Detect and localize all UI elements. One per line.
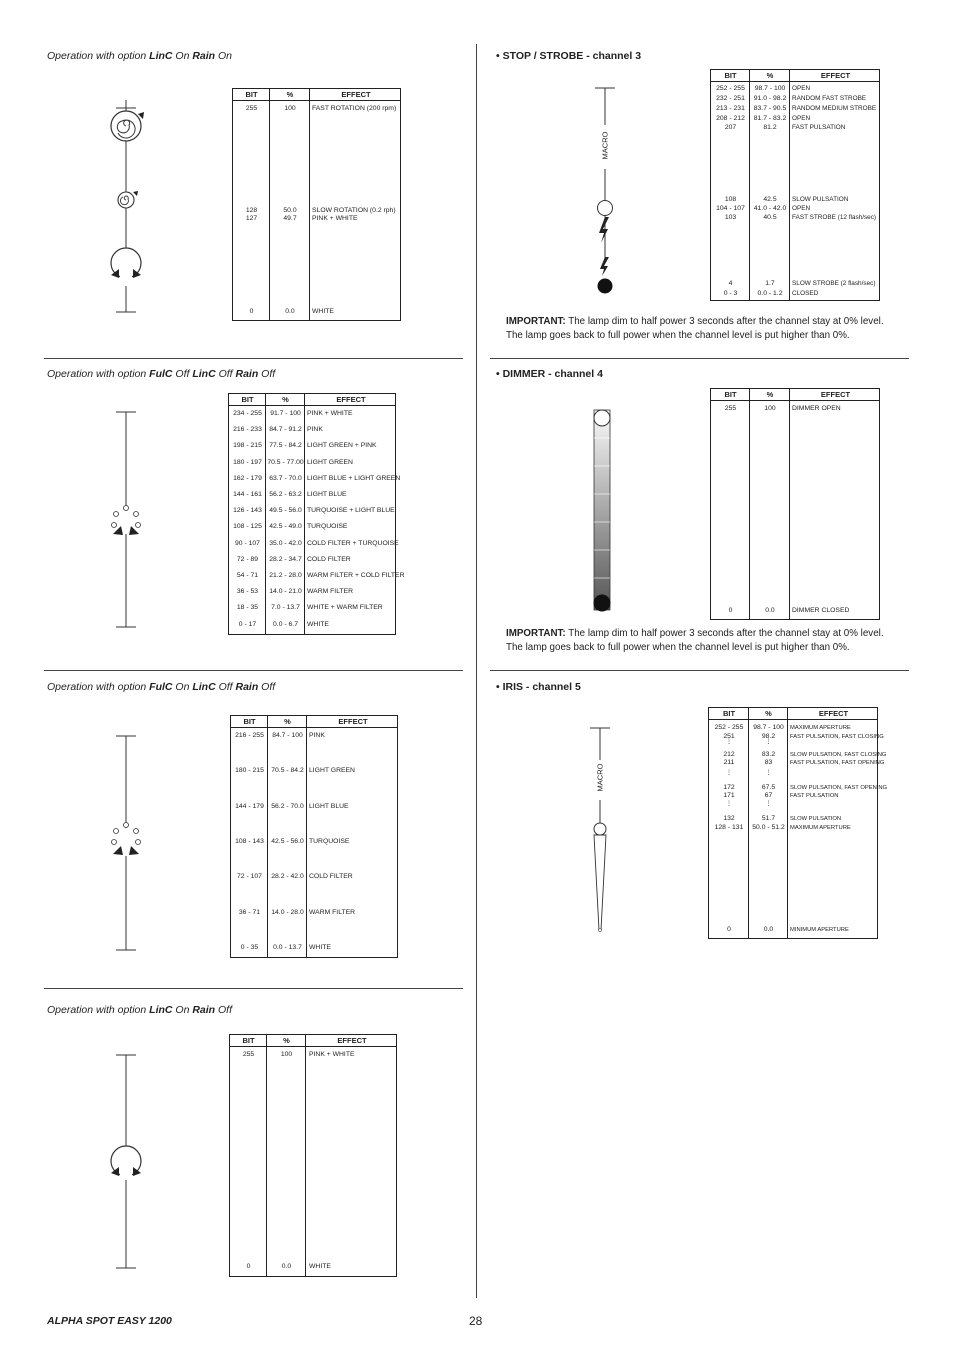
- table-cell: 207: [724, 124, 737, 131]
- table-cell: 35.0 - 42.0: [269, 539, 302, 547]
- table-cell: WARM FILTER: [309, 908, 356, 916]
- table-cell: 0 - 17: [238, 620, 257, 628]
- table-cell: 49.7: [283, 215, 297, 222]
- table-cell: 0 - 35: [240, 943, 259, 951]
- table-cell: 234 - 255: [233, 410, 262, 417]
- table-linc-on-rain-off: BIT % EFFECT 255 100 PINK + WHITE 0 0.0 WHITE: [229, 1034, 397, 1277]
- table-cell: 144 - 161: [233, 491, 262, 498]
- table-cell: SLOW PULSATION: [790, 816, 842, 822]
- table-cell: FAST PULSATION: [792, 124, 846, 131]
- table-cell: PINK + WHITE: [312, 215, 358, 222]
- table-cell: 54 - 71: [236, 572, 259, 579]
- footer-title: ALPHA SPOT EASY 1200: [47, 1315, 172, 1327]
- table-cell: LIGHT GREEN: [309, 767, 355, 775]
- table-cell: 14.0 - 21.0: [269, 588, 302, 596]
- dimmer-gradient-bar: [590, 405, 614, 620]
- table-cell: 1.7: [765, 280, 775, 287]
- table-cell: 98.2: [761, 733, 776, 740]
- table-cell: COLD FILTER: [309, 873, 353, 881]
- table-cell: 72 - 107: [237, 873, 262, 881]
- table-cell: 36 - 71: [238, 908, 261, 916]
- table-cell: 83.2: [761, 751, 776, 758]
- table-cell: 77.5 - 84.2: [269, 442, 302, 450]
- table-cell: 0.0 - 1.2: [757, 290, 783, 297]
- table-cell: SLOW PULSATION, FAST CLOSING: [790, 752, 887, 758]
- table-cell: 0: [727, 926, 731, 933]
- open-shutter-icon: [598, 201, 613, 216]
- table-cell: OPEN: [792, 85, 811, 92]
- strobe-diagram: [585, 85, 625, 300]
- section-divider: [44, 988, 463, 989]
- table-cell: 14.0 - 28.0: [271, 908, 304, 916]
- table-cell: 0: [246, 1263, 251, 1270]
- table-cell: 7.0 - 13.7: [271, 604, 300, 612]
- important-note-strobe: IMPORTANT: The lamp dim to half power 3 seconds after the channel stay at 0% level. The lamp goes back to full power when the channel level is put higher than 0%.: [506, 316, 884, 341]
- closed-shutter-icon: [598, 279, 613, 294]
- table-cell: 171: [723, 792, 735, 799]
- iris-diagram: [585, 725, 625, 935]
- table-cell: 51.7: [761, 815, 776, 822]
- table-cell: 162 - 179: [233, 474, 262, 482]
- iris-open-icon: [594, 823, 606, 835]
- table-iris: BIT % EFFECT ⋮ ⋮ ⋮ ⋮ ⋮ ⋮ 252 - 255 98.7 - 100 MAXIMUM APERTURE 251 98.2 FAST PULSATION, FAST CLOSING 212 83.2 SLOW PULSATION, FAST CLOSING 211 83 FAST PULSATION, FAST OPENING 172 67.5 SLOW PULSATION, FAST OPENING 171 67 FAST PULSATION 132 51.7 SLOW PULSATION 128 - 131 50.0 - 51.2 MAXIMUM APERTURE 0 0.0 MINIMUM APERTURE: [708, 707, 878, 939]
- table-cell: FAST PULSATION: [790, 793, 839, 799]
- table-cell: 81.2: [763, 124, 777, 131]
- table-cell: 40.5: [763, 214, 777, 221]
- table-linc-on-rain-on: BIT % EFFECT 255 100 FAST ROTATION (200 rpm) 128 50.0 SLOW ROTATION (0.2 rph) 127 49.7 PINK + WHITE 0 0.0 WHITE: [232, 88, 401, 321]
- ellipsis: ⋮: [726, 801, 732, 807]
- table-cell: SLOW STROBE (2 flash/sec): [792, 280, 876, 287]
- table-cell: 144 - 179: [235, 802, 264, 810]
- table-cell: RANDOM FAST STROBE: [792, 95, 867, 102]
- table-cell: LIGHT GREEN + PINK: [307, 442, 377, 450]
- table-cell: 213 - 231: [716, 105, 745, 112]
- table-cell: WARM FILTER + COLD FILTER: [307, 572, 405, 579]
- table-cell: 108 - 143: [235, 837, 264, 845]
- table-cell: 67: [764, 792, 773, 799]
- table-cell: RANDOM MEDIUM STROBE: [792, 105, 877, 112]
- table-cell: MAXIMUM APERTURE: [790, 725, 851, 731]
- table-cell: 91.0 - 98.2: [753, 95, 787, 102]
- table-cell: 81.7 - 83.2: [753, 115, 787, 122]
- ellipsis: ⋮: [726, 739, 732, 745]
- lightning-small-icon: [600, 257, 609, 276]
- table-cell: 127: [245, 215, 258, 222]
- table-cell: 108 - 125: [233, 523, 262, 531]
- section-title-iris: • IRIS - channel 5: [496, 681, 581, 693]
- table-cell: WARM FILTER: [307, 588, 354, 596]
- table-cell: 91.7 - 100: [270, 410, 301, 417]
- table-cell: 108: [724, 196, 737, 203]
- table-cell: WHITE: [309, 1263, 331, 1270]
- table-cell: PINK + WHITE: [309, 1051, 355, 1058]
- table-cell: 100: [284, 105, 296, 112]
- table-cell: FAST PULSATION, FAST OPENING: [790, 760, 885, 766]
- table-cell: 42.5 - 56.0: [271, 837, 304, 845]
- macro-label: MACRO: [595, 763, 605, 792]
- table-cell: 0.0: [285, 308, 295, 315]
- table-cell: 98.7 - 100: [754, 85, 786, 92]
- table-cell: 70.5 - 77.00: [267, 458, 304, 466]
- table-cell: 0.0: [281, 1263, 292, 1270]
- macro-label: MACRO: [600, 131, 610, 160]
- section-divider: [490, 358, 909, 359]
- table-cell: TURQUOISE: [309, 837, 350, 845]
- table-cell: MAXIMUM APERTURE: [790, 825, 851, 831]
- table-cell: 252 - 255: [716, 85, 745, 92]
- table-cell: 56.2 - 63.2: [269, 491, 302, 498]
- table-cell: 211: [723, 759, 735, 766]
- table-cell: 172: [723, 784, 735, 791]
- table-cell: DIMMER CLOSED: [792, 607, 850, 614]
- table-cell: 4: [728, 280, 733, 287]
- table-cell: OPEN: [792, 205, 811, 212]
- table-cell: 83: [764, 759, 773, 766]
- table-cell: 50.0: [283, 207, 297, 214]
- color-wheel-diagram: [100, 410, 160, 630]
- table-cell: 208 - 212: [716, 115, 745, 122]
- table-cell: 100: [764, 405, 776, 412]
- table-cell: 84.7 - 100: [272, 732, 303, 739]
- table-cell: PINK: [309, 732, 325, 739]
- table-cell: FAST ROTATION (200 rpm): [312, 105, 397, 112]
- table-cell: 90 - 107: [235, 539, 260, 547]
- section-title-dimmer: • DIMMER - channel 4: [496, 368, 603, 380]
- table-cell: 63.7 - 70.0: [269, 474, 302, 482]
- table-cell: 180 - 215: [235, 767, 264, 775]
- table-cell: 128: [245, 207, 258, 214]
- table-cell: 212: [723, 751, 735, 758]
- table-cell: 198 - 215: [233, 442, 262, 450]
- table-cell: 70.5 - 84.2: [271, 767, 304, 775]
- table-cell: FAST PULSATION, FAST CLOSING: [790, 734, 884, 740]
- table-fulc-off-linc-off-rain-off: BIT % EFFECT 234 - 255 91.7 - 100 PINK + WHITE 216 - 233 84.7 - 91.2 PINK 198 - 215 77.5 - 84.2 LIGHT GREEN + PINK 180 - 197 70.5 - 77.00 LIGHT GREEN 162 - 179 63.7 - 70.0 LIGHT BLUE + LIGHT GREEN 144 - 161 56.2 - 63.2 LIGHT BLUE 126 - 143 49.5 - 56.0 TURQUOISE + LIGHT BLUE 108 - 125 42.5 - 49.0 TURQUOISE 90 - 107 35.0 - 42.0 COLD FILTER + TURQUOISE 72 - 89 28.2 - 34.7 COLD FILTER 54 - 71 21.2 - 28.0 WARM FILTER + COLD FILTER 36 - 53 14.0 - 21.0 WARM FILTER 18 - 35 7.0 - 13.7 WHITE + WARM FILTER 0 - 17 0.0 - 6.7 WHITE: [228, 393, 396, 635]
- table-cell: 72 - 89: [236, 555, 259, 563]
- table-cell: 42.5: [763, 196, 777, 203]
- table-cell: 216 - 233: [233, 426, 262, 434]
- section-divider: [44, 358, 463, 359]
- table-cell: 49.5 - 56.0: [269, 507, 302, 515]
- section-title-stop-strobe: • STOP / STROBE - channel 3: [496, 50, 642, 62]
- table-cell: 255: [242, 1051, 255, 1058]
- table-cell: 232 - 251: [716, 95, 745, 102]
- table-cell: WHITE: [307, 620, 329, 628]
- section-heading-linc-on-rain-off: Operation with option LinC On Rain Off: [47, 1004, 233, 1016]
- important-note-dimmer: IMPORTANT: The lamp dim to half power 3 seconds after the channel stay at 0% level. The lamp goes back to full power when the channel level is put higher than 0%.: [506, 628, 884, 653]
- table-cell: 0: [249, 308, 254, 315]
- table-cell: FAST STROBE (12 flash/sec): [792, 214, 877, 221]
- table-cell: LIGHT BLUE: [309, 802, 349, 810]
- table-cell: 83.7 - 90.5: [753, 105, 787, 112]
- table-cell: COLD FILTER: [307, 555, 351, 563]
- table-cell: 50.0 - 51.2: [752, 824, 785, 831]
- ellipsis: ⋮: [765, 739, 772, 745]
- table-cell: LIGHT GREEN: [307, 458, 353, 466]
- table-cell: 126 - 143: [233, 507, 262, 515]
- table-cell: PINK: [307, 426, 323, 434]
- table-cell: 128 - 131: [714, 824, 744, 831]
- linc-wheel-diagram: [100, 1050, 160, 1275]
- table-cell: PINK + WHITE: [307, 410, 353, 417]
- table-cell: SLOW PULSATION, FAST OPENING: [790, 785, 888, 791]
- table-cell: 0.0 - 13.7: [273, 943, 302, 951]
- table-cell: 98.7 - 100: [753, 724, 784, 731]
- dimmer-open-icon: [594, 410, 610, 426]
- ellipsis: ⋮: [726, 770, 732, 776]
- table-cell: SLOW PULSATION: [792, 196, 849, 203]
- table-cell: 41.0 - 42.0: [753, 205, 787, 212]
- table-cell: LIGHT BLUE: [307, 491, 347, 498]
- table-cell: 18 - 35: [236, 604, 259, 612]
- table-cell: TURQUOISE: [307, 523, 348, 531]
- table-cell: 103: [724, 214, 737, 221]
- section-divider: [44, 670, 463, 671]
- table-cell: 252 - 255: [714, 724, 744, 731]
- color-wheel-diagram-fulc-on: [100, 730, 160, 955]
- table-cell: 36 - 53: [236, 588, 259, 596]
- table-cell: 255: [245, 105, 258, 112]
- table-cell: SLOW ROTATION (0.2 rph): [312, 207, 396, 214]
- table-cell: MINIMUM APERTURE: [790, 927, 849, 933]
- table-cell: 100: [280, 1051, 293, 1058]
- table-cell: 216 - 255: [235, 732, 264, 739]
- table-cell: 56.2 - 70.0: [271, 802, 304, 810]
- table-cell: 21.2 - 28.0: [269, 572, 302, 579]
- table-cell: 84.7 - 91.2: [269, 426, 302, 434]
- table-cell: 28.2 - 34.7: [269, 555, 302, 563]
- table-cell: 42.5 - 49.0: [269, 523, 302, 531]
- section-heading-fulc-on-linc-off-rain-off: Operation with option FulC On LinC Off Rain Off: [47, 681, 276, 693]
- table-cell: 132: [723, 815, 735, 822]
- table-dimmer: BIT % EFFECT 255 100 DIMMER OPEN 0 0.0 DIMMER CLOSED: [710, 388, 880, 620]
- table-cell: 0.0: [765, 607, 775, 614]
- ellipsis: ⋮: [765, 801, 772, 807]
- table-cell: LIGHT BLUE + LIGHT GREEN: [307, 474, 401, 482]
- rotation-diagram: [100, 100, 160, 320]
- ellipsis: ⋮: [765, 770, 772, 776]
- table-cell: WHITE: [309, 943, 331, 951]
- table-fulc-on-linc-off-rain-off: BIT % EFFECT 216 - 255 84.7 - 100 PINK 180 - 215 70.5 - 84.2 LIGHT GREEN 144 - 179 56.2 - 70.0 LIGHT BLUE 108 - 143 42.5 - 56.0 TURQUOISE 72 - 107 28.2 - 42.0 COLD FILTER 36 - 71 14.0 - 28.0 WARM FILTER 0 - 35 0.0 - 13.7 WHITE: [230, 715, 398, 958]
- table-cell: WHITE: [312, 308, 334, 315]
- table-cell: 0 - 3: [723, 290, 738, 297]
- table-cell: 255: [724, 405, 737, 412]
- table-stop-strobe: BIT % EFFECT 252 - 255 98.7 - 100 OPEN 232 - 251 91.0 - 98.2 RANDOM FAST STROBE 213 - 231 83.7 - 90.5 RANDOM MEDIUM STROBE 208 - 212 81.7 - 83.2 OPEN 207 81.2 FAST PULSATION 108 42.5 SLOW PULSATION 104 - 107 41.0 - 42.0 OPEN 103 40.5 FAST STROBE (12 flash/sec) 4 1.7 SLOW STROBE (2 flash/sec) 0 - 3 0.0 - 1.2 CLOSED: [710, 69, 880, 301]
- section-divider: [490, 670, 909, 671]
- table-cell: WHITE + WARM FILTER: [307, 604, 383, 612]
- column-divider: [476, 44, 477, 1298]
- table-cell: TURQUOISE + LIGHT BLUE: [307, 507, 395, 515]
- table-cell: 180 - 197: [233, 458, 262, 466]
- table-cell: COLD FILTER + TURQUOISE: [307, 539, 399, 547]
- table-cell: 28.2 - 42.0: [271, 873, 304, 881]
- dimmer-closed-icon: [594, 595, 611, 612]
- table-cell: OPEN: [792, 115, 811, 122]
- lightning-icon: [599, 217, 609, 243]
- table-cell: CLOSED: [792, 290, 819, 297]
- section-heading-fulc-off-linc-off-rain-off: Operation with option FulC Off LinC Off Rain Off: [47, 368, 276, 380]
- iris-taper-icon: [594, 835, 606, 930]
- section-heading-linc-on-rain-on: Operation with option LinC On Rain On: [47, 50, 233, 62]
- table-cell: DIMMER OPEN: [792, 405, 841, 412]
- table-cell: 0: [728, 607, 733, 614]
- table-cell: 0.0 - 6.7: [273, 620, 298, 628]
- table-cell: 67.5: [761, 784, 776, 791]
- table-cell: 251: [723, 733, 735, 740]
- table-cell: 104 - 107: [716, 205, 745, 212]
- page-number: 28: [469, 1314, 483, 1328]
- table-cell: 0.0: [763, 926, 774, 933]
